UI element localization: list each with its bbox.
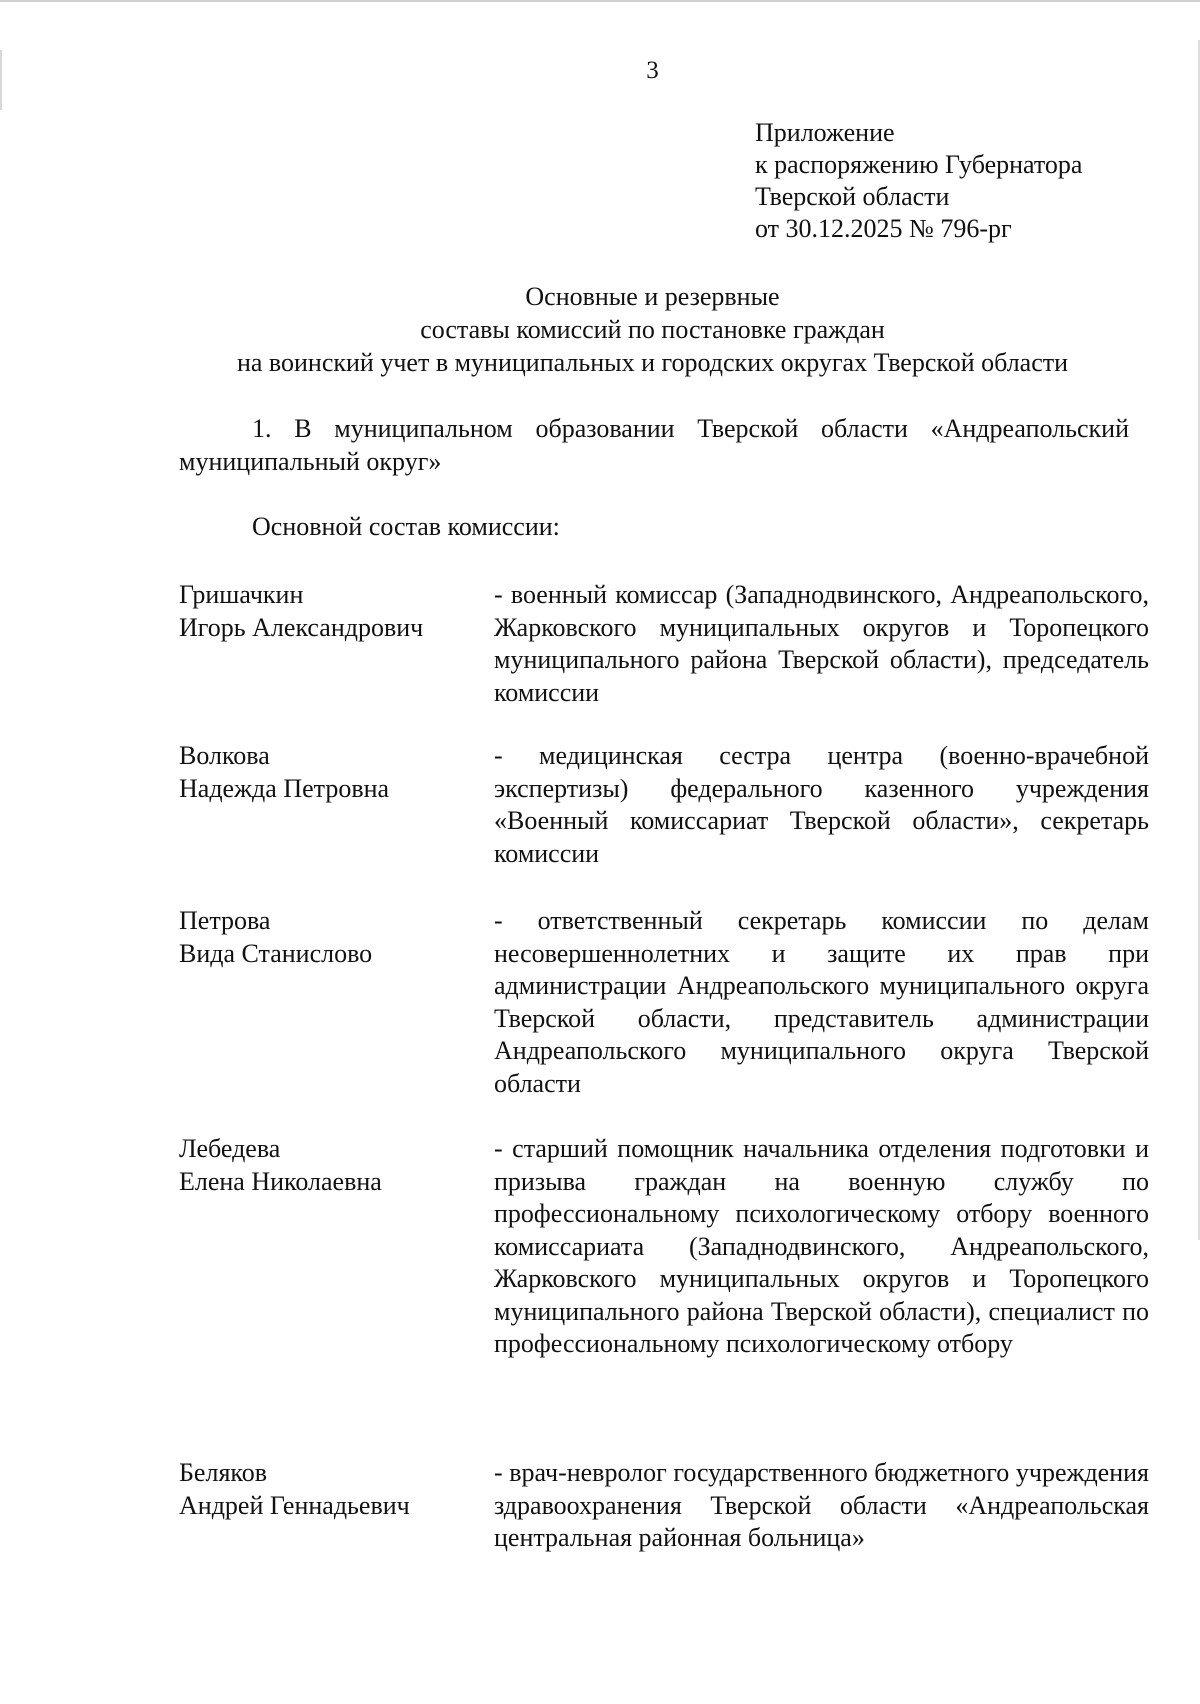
member-name	[179, 1133, 479, 1198]
member-role: - ответственный секретарь комиссии по делам несовершеннолетних и защите их прав при администрации Андреапольского муниципального округа Тверской области, представитель администрации Андреапольского муниципального округа Тверской области	[494, 906, 1149, 1098]
member-given-name: Андрей Геннадьевич	[179, 1490, 410, 1520]
member-given-name: Елена Николаевна	[179, 1166, 382, 1196]
title-line: на воинский учет в муниципальных и городских округах Тверской области	[236, 348, 1069, 377]
scan-edge-top	[0, 0, 1200, 2]
member-role: - военный комиссар (Западнодвинского, Андреапольского, Жарковского муниципальных округов и Торопецкого муниципального района Тверской области), председатель комиссии	[494, 580, 1149, 707]
appendix-block	[755, 117, 1082, 245]
member-name	[179, 740, 479, 805]
title-line: Основные и резервные	[525, 282, 780, 311]
member-name	[179, 1457, 479, 1522]
section-heading: 1. В муниципальном образовании Тверской области «Андреапольский муниципальный округ»	[179, 414, 1129, 476]
appendix-line: Тверской области	[755, 182, 950, 211]
member-given-name: Вида Станислово	[179, 938, 373, 968]
member-given-name: Надежда Петровна	[179, 773, 390, 803]
member-surname: Волкова	[179, 741, 270, 770]
member-given-name: Игорь Александрович	[179, 612, 424, 642]
member-role: - врач-невролог государственного бюджетного учреждения здравоохранения Тверской области «Андреапольская центральная районная больница»	[494, 1458, 1149, 1552]
page-number: 3	[646, 57, 659, 84]
member-surname: Беляков	[179, 1458, 267, 1487]
member-surname: Петрова	[179, 906, 271, 935]
document-title	[0, 280, 1200, 379]
member-surname: Гришачкин	[179, 580, 304, 609]
section-subheading: Основной состав комиссии:	[252, 512, 560, 541]
member-surname: Лебедева	[179, 1134, 281, 1163]
member-role: - старший помощник начальника отделения подготовки и призыва граждан на военную службу по профессиональному психологическому отбору военного комиссариата (Западнодвинского, Андреапольского, Жарковского муниципальных округов и Торопецкого муниципального района Тверской области), специалист по профессиональному психологическому отбору	[494, 1134, 1149, 1358]
member-name	[179, 579, 479, 644]
appendix-line: Приложение	[755, 118, 895, 147]
appendix-line: к распоряжению Губернатора	[755, 150, 1083, 179]
title-line: составы комиссий по постановке граждан	[420, 315, 885, 344]
member-role: - медицинская сестра центра (военно-врачебной экспертизы) федерального казенного учреждения «Военный комиссариат Тверской области», секретарь комиссии	[494, 741, 1149, 868]
member-name	[179, 905, 479, 970]
appendix-line: от 30.12.2025 № 796-рг	[755, 214, 1012, 243]
